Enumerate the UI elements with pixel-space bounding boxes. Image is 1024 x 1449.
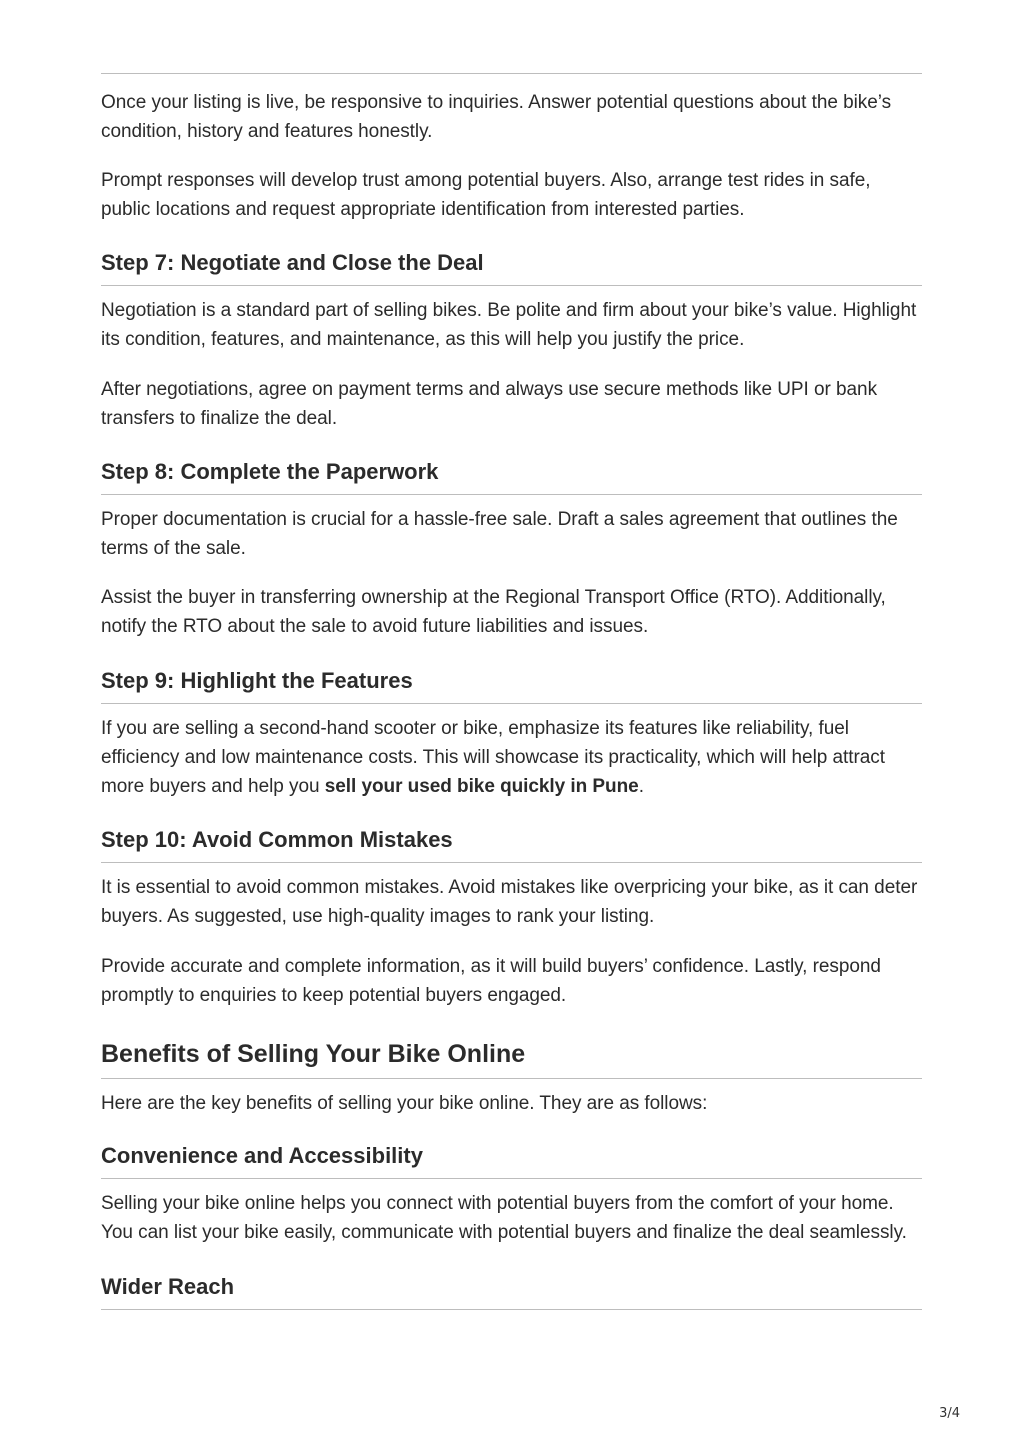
step10-heading: Step 10: Avoid Common Mistakes [101,827,453,852]
divider [101,285,922,286]
divider [101,703,922,704]
divider [101,1178,922,1179]
step8-heading: Step 8: Complete the Paperwork [101,459,439,484]
step8-paragraph-2: Assist the buyer in transferring ownership at the Regional Transport Office (RTO). Additionally, notify the RTO about the sale to avoid future liabilities and issues. [101,587,886,637]
step10-paragraph-2: Provide accurate and complete information, as it will build buyers’ confidence. Lastly, respond promptly to enquiries to keep potential buyers engaged. [101,956,881,1006]
divider [101,73,922,74]
step9-heading: Step 9: Highlight the Features [101,668,413,693]
sell-used-bike-link[interactable]: sell your used bike quickly in Pune [324,776,639,797]
divider [101,1078,922,1079]
wider-reach-heading: Wider Reach [101,1274,235,1299]
divider [101,862,922,863]
document-page [101,73,922,1310]
step7-paragraph-1: Negotiation is a standard part of selling bikes. Be polite and firm about your bike’s value. Highlight its condition, features, and maintenance, as this will help you justify the price. [101,300,917,350]
convenience-paragraph-1: Selling your bike online helps you connect with potential buyers from the comfort of your home. You can list your bike easily, communicate with potential buyers and finalize the deal seamlessly. [101,1193,907,1243]
step10-paragraph-1: It is essential to avoid common mistakes. Avoid mistakes like overpricing your bike, as it can deter buyers. As suggested, use high-quality images to rank your listing. [101,877,918,927]
intro-paragraph-2: Prompt responses will develop trust among potential buyers. Also, arrange test rides in safe, public locations and request appropriate identification from interested parties. [101,170,871,220]
intro-paragraph-1: Once your listing is live, be responsive to inquiries. Answer potential questions about the bike’s condition, history and features honestly. [101,92,892,142]
divider [101,494,922,495]
step8-paragraph-1: Proper documentation is crucial for a hassle-free sale. Draft a sales agreement that outlines the terms of the sale. [101,509,898,559]
page-number: 3/4 [939,1406,960,1421]
step7-heading: Step 7: Negotiate and Close the Deal [101,250,484,275]
step9-paragraph-1 [101,714,922,801]
benefits-heading: Benefits of Selling Your Bike Online [101,1040,526,1068]
benefits-paragraph-1: Here are the key benefits of selling your bike online. They are as follows: [101,1093,708,1114]
step9-text: If you are selling a second-hand scooter or bike, emphasize its features like reliability, fuel efficiency and low maintenance costs. This will showcase its practicality, which will help attract more buyers and help you [101,718,885,797]
convenience-heading: Convenience and Accessibility [101,1143,423,1168]
step9-text-end: . [638,776,644,797]
divider [101,1309,922,1310]
step7-paragraph-2: After negotiations, agree on payment terms and always use secure methods like UPI or bank transfers to finalize the deal. [101,379,878,429]
